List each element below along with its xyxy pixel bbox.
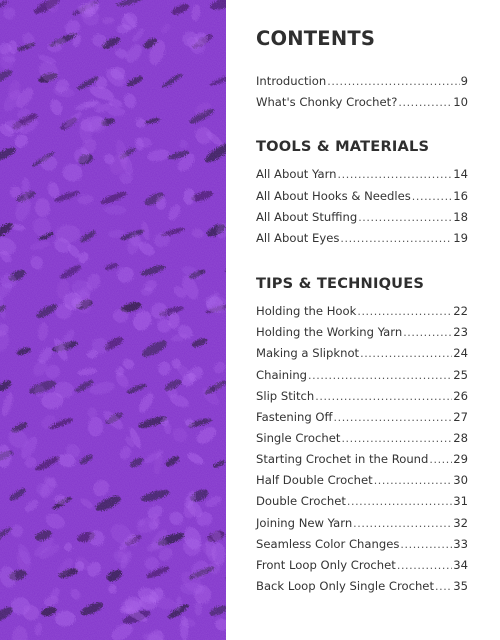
- dot-leader: [397, 559, 452, 572]
- toc-entry-joining-yarn[interactable]: [256, 516, 468, 534]
- entry-page: 14: [453, 167, 468, 181]
- entry-title: All About Yarn: [256, 167, 337, 181]
- entry-page: 35: [453, 579, 468, 593]
- entry-title: Back Loop Only Single Crochet: [256, 579, 434, 593]
- entry-title: Half Double Crochet: [256, 473, 373, 487]
- yarn-photo: [0, 0, 226, 640]
- dot-leader: [338, 168, 453, 181]
- toc-entry-back-loop[interactable]: [256, 579, 468, 597]
- toc-entry-chaining[interactable]: [256, 368, 468, 386]
- toc-entry-working-yarn[interactable]: [256, 325, 468, 343]
- dot-leader: [327, 75, 459, 88]
- toc-entry-front-loop[interactable]: [256, 558, 468, 576]
- entry-page: 19: [453, 231, 468, 245]
- entry-page: 26: [453, 389, 468, 403]
- dot-leader: [412, 190, 452, 203]
- section-heading-tips-techniques: TIPS & TECHNIQUES: [256, 275, 425, 292]
- entry-title: Slip Stitch: [256, 389, 315, 403]
- entry-page: 25: [453, 368, 468, 382]
- entry-page: 27: [453, 410, 468, 424]
- toc-entry-eyes[interactable]: [256, 231, 468, 249]
- dot-leader: [357, 305, 452, 318]
- dot-leader: [358, 211, 452, 224]
- dot-leader: [360, 347, 452, 360]
- toc-entry-double-crochet[interactable]: [256, 494, 468, 512]
- entry-page: 16: [453, 189, 468, 203]
- entry-page: 24: [453, 346, 468, 360]
- entry-page: 29: [453, 452, 468, 466]
- dot-leader: [340, 232, 452, 245]
- dot-leader: [435, 580, 452, 593]
- entry-page: 32: [453, 516, 468, 530]
- entry-page: 9: [460, 74, 468, 88]
- toc-entry-fastening-off[interactable]: [256, 410, 468, 428]
- toc-entry-yarn[interactable]: [256, 167, 468, 185]
- toc-entry-chonky-crochet[interactable]: [256, 95, 468, 113]
- entry-title: Starting Crochet in the Round: [256, 452, 429, 466]
- dot-leader: [308, 369, 452, 382]
- dot-leader: [315, 390, 452, 403]
- dot-leader: [400, 538, 452, 551]
- entry-title: All About Eyes: [256, 231, 340, 245]
- entry-title: All About Stuffing: [256, 210, 358, 224]
- entry-page: 18: [453, 210, 468, 224]
- entry-title: Single Crochet: [256, 431, 341, 445]
- toc-entry-slip-stitch[interactable]: [256, 389, 468, 407]
- entry-title: What's Chonky Crochet?: [256, 95, 398, 109]
- section-heading-tools-materials: TOOLS & MATERIALS: [256, 138, 430, 155]
- entry-title: Fastening Off: [256, 410, 333, 424]
- entry-title: Holding the Hook: [256, 304, 357, 318]
- page-title: CONTENTS: [256, 27, 376, 50]
- toc-entry-crochet-in-round[interactable]: [256, 452, 468, 470]
- entry-page: 31: [453, 494, 468, 508]
- entry-page: 22: [453, 304, 468, 318]
- dot-leader: [374, 474, 453, 487]
- entry-title: Double Crochet: [256, 494, 346, 508]
- entry-title: Front Loop Only Crochet: [256, 558, 396, 572]
- entry-page: 23: [453, 325, 468, 339]
- entry-title: All About Hooks & Needles: [256, 189, 411, 203]
- purple-yarn-texture: [0, 0, 226, 640]
- dot-leader: [398, 96, 452, 109]
- entry-page: 10: [453, 95, 468, 109]
- dot-leader: [334, 411, 453, 424]
- dot-leader: [429, 453, 452, 466]
- toc-entry-single-crochet[interactable]: [256, 431, 468, 449]
- toc-entry-slipknot[interactable]: [256, 346, 468, 364]
- entry-page: 33: [453, 537, 468, 551]
- entry-title: Making a Slipknot: [256, 346, 360, 360]
- table-of-contents: [256, 0, 468, 640]
- entry-title: Joining New Yarn: [256, 516, 353, 530]
- entry-title: Seamless Color Changes: [256, 537, 400, 551]
- dot-leader: [403, 326, 452, 339]
- toc-entry-hooks-needles[interactable]: [256, 189, 468, 207]
- dot-leader: [353, 517, 452, 530]
- toc-entry-holding-hook[interactable]: [256, 304, 468, 322]
- dot-leader: [347, 495, 452, 508]
- toc-entry-half-double-crochet[interactable]: [256, 473, 468, 491]
- dot-leader: [341, 432, 452, 445]
- entry-title: Introduction: [256, 74, 327, 88]
- toc-entry-color-changes[interactable]: [256, 537, 468, 555]
- entry-page: 30: [453, 473, 468, 487]
- entry-title: Holding the Working Yarn: [256, 325, 403, 339]
- toc-entry-introduction[interactable]: [256, 74, 468, 92]
- toc-entry-stuffing[interactable]: [256, 210, 468, 228]
- entry-title: Chaining: [256, 368, 308, 382]
- entry-page: 34: [453, 558, 468, 572]
- entry-page: 28: [453, 431, 468, 445]
